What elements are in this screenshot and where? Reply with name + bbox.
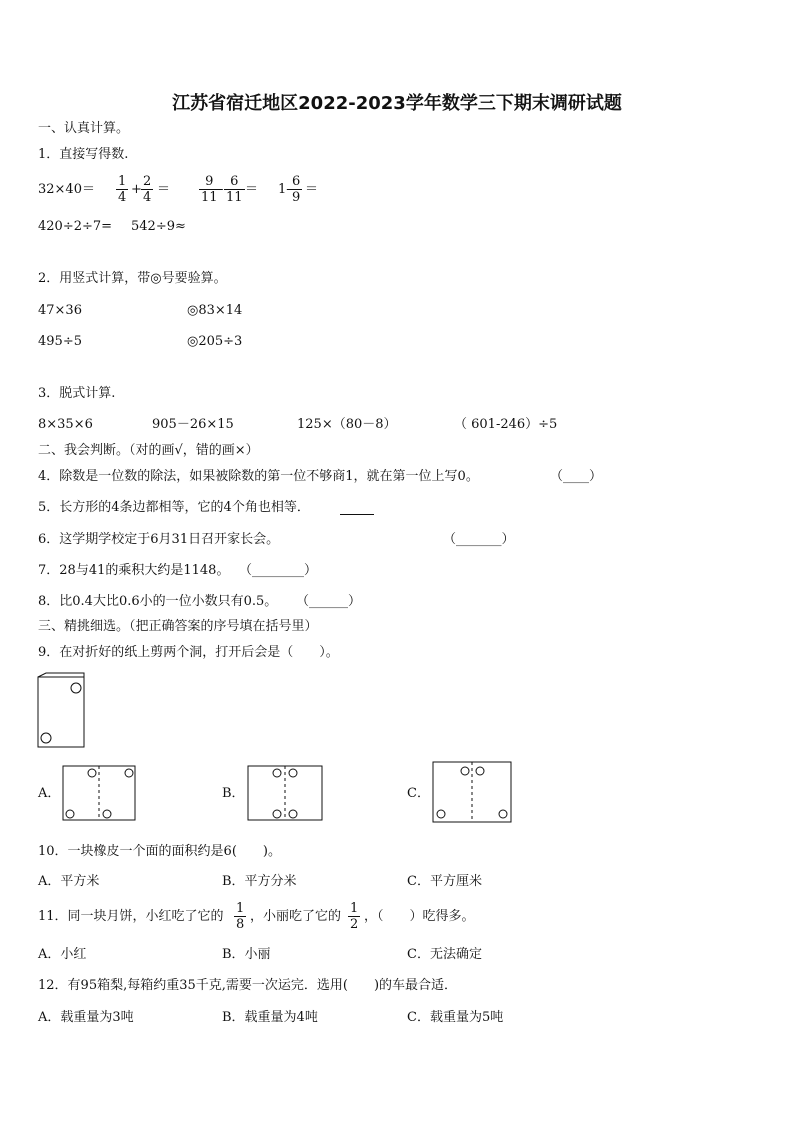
q11-frac2 bbox=[348, 901, 360, 932]
q3-d: （ 601-246）÷5 bbox=[454, 417, 558, 432]
q3-c: 125×（80－8） bbox=[297, 417, 397, 432]
q1-b-op: + bbox=[131, 182, 142, 197]
q1-c-eq: ＝ bbox=[245, 182, 259, 197]
q10-option-c[interactable]: C．平方厘米 bbox=[407, 874, 482, 889]
numerator: 9 bbox=[205, 174, 214, 189]
denominator: 2 bbox=[350, 917, 359, 932]
denominator: 9 bbox=[292, 190, 301, 205]
q11-option-a[interactable]: A．小红 bbox=[38, 947, 87, 962]
q12-option-a[interactable]: A．载重量为3吨 bbox=[38, 1010, 134, 1025]
q9-option-a-figure[interactable] bbox=[62, 765, 136, 821]
q9-option-c[interactable]: C． bbox=[407, 786, 430, 801]
q5-text: 5．长方形的4条边都相等，它的4个角也相等． bbox=[38, 500, 310, 515]
q3-a: 8×35×6 bbox=[38, 417, 93, 432]
q2-a: 47×36 bbox=[38, 303, 82, 318]
q1-b-eq: ＝ bbox=[157, 182, 171, 197]
folded-paper-figure bbox=[36, 671, 96, 751]
q12-text: 12．有95箱梨,每箱约重35千克,需要一次运完．选用( )的车最合适． bbox=[38, 978, 458, 993]
section-heading-3: 三、精挑细选。（把正确答案的序号填在括号里） bbox=[38, 619, 318, 634]
q1-a: 32×40＝ bbox=[38, 182, 95, 197]
q9-text: 9．在对折好的纸上剪两个洞，打开后会是（ ）。 bbox=[38, 645, 339, 660]
q1-e: 420÷2÷7= bbox=[38, 219, 113, 234]
q10-option-b[interactable]: B．平方分米 bbox=[222, 874, 297, 889]
q1-c-frac2 bbox=[224, 174, 245, 205]
q3-stem: 3．脱式计算. bbox=[38, 386, 116, 401]
numerator: 6 bbox=[230, 174, 239, 189]
q8-text: 8．比0.4大比0.6小的一位小数只有0.5。 bbox=[38, 594, 278, 609]
numerator: 2 bbox=[143, 174, 152, 189]
denominator: 4 bbox=[118, 190, 127, 205]
numerator: 1 bbox=[236, 901, 245, 916]
numerator: 6 bbox=[292, 174, 301, 189]
q2-c: 495÷5 bbox=[38, 334, 82, 349]
q2-stem: 2．用竖式计算，带◎号要验算。 bbox=[38, 271, 227, 286]
q2-b: ◎83×14 bbox=[187, 303, 243, 318]
page-title: 江苏省宿迁地区2022-2023学年数学三下期末调研试题 bbox=[172, 93, 622, 114]
q1-b-frac2 bbox=[141, 174, 153, 205]
q6-text: 6．这学期学校定于6月31日召开家长会。 bbox=[38, 532, 280, 547]
q5-answer-blank[interactable] bbox=[340, 500, 374, 520]
q8-answer-blank[interactable]: （______） bbox=[296, 594, 362, 609]
denominator: 11 bbox=[226, 190, 243, 205]
q11-option-b[interactable]: B．小丽 bbox=[222, 947, 271, 962]
section-heading-1: 一、认真计算。 bbox=[38, 121, 130, 136]
section-heading-2: 二、我会判断。（对的画√，错的画×） bbox=[38, 443, 259, 458]
q4-answer-blank[interactable]: （____） bbox=[550, 469, 603, 484]
q9-option-b[interactable]: B． bbox=[222, 786, 245, 801]
q1-c-frac1 bbox=[199, 174, 220, 205]
q9-option-a[interactable]: A． bbox=[38, 786, 61, 801]
q1-d-eq: ＝ bbox=[305, 182, 319, 197]
q12-option-c[interactable]: C．载重量为5吨 bbox=[407, 1010, 504, 1025]
q3-b: 905－26×15 bbox=[152, 417, 234, 432]
denominator: 4 bbox=[143, 190, 152, 205]
numerator: 1 bbox=[118, 174, 127, 189]
denominator: 8 bbox=[236, 917, 245, 932]
q12-option-b[interactable]: B．载重量为4吨 bbox=[222, 1010, 318, 1025]
q4-text: 4．除数是一位数的除法，如果被除数的第一位不够商1，就在第一位上写0。 bbox=[38, 469, 479, 484]
q10-option-a[interactable]: A．平方米 bbox=[38, 874, 100, 889]
numerator: 1 bbox=[350, 901, 359, 916]
q9-option-b-figure[interactable] bbox=[247, 765, 323, 821]
q11-text-pre: 11．同一块月饼，小红吃了它的 bbox=[38, 909, 224, 924]
q11-text-post: ，（ ）吃得多。 bbox=[364, 909, 475, 924]
q7-text: 7．28与41的乘积大约是1148。 bbox=[38, 563, 230, 578]
q1-stem: 1．直接写得数. bbox=[38, 147, 129, 162]
q7-answer-blank[interactable]: （________） bbox=[239, 563, 318, 578]
q10-text: 10．一块橡皮一个面的面积约是6( )。 bbox=[38, 844, 281, 859]
q1-d-frac bbox=[290, 174, 302, 205]
q1-f: 542÷9≈ bbox=[131, 219, 186, 234]
q9-option-c-figure[interactable] bbox=[432, 761, 512, 823]
denominator: 11 bbox=[201, 190, 218, 205]
q11-option-c[interactable]: C．无法确定 bbox=[407, 947, 482, 962]
q1-c-op: - bbox=[219, 182, 224, 197]
q1-b-frac1 bbox=[116, 174, 128, 205]
q6-answer-blank[interactable]: （_______） bbox=[443, 532, 515, 547]
q11-text-mid: ，小丽吃了它的 bbox=[250, 909, 342, 924]
q11-frac1 bbox=[234, 901, 246, 932]
q1-d-whole: 1- bbox=[278, 182, 291, 197]
q2-d: ◎205÷3 bbox=[187, 334, 243, 349]
